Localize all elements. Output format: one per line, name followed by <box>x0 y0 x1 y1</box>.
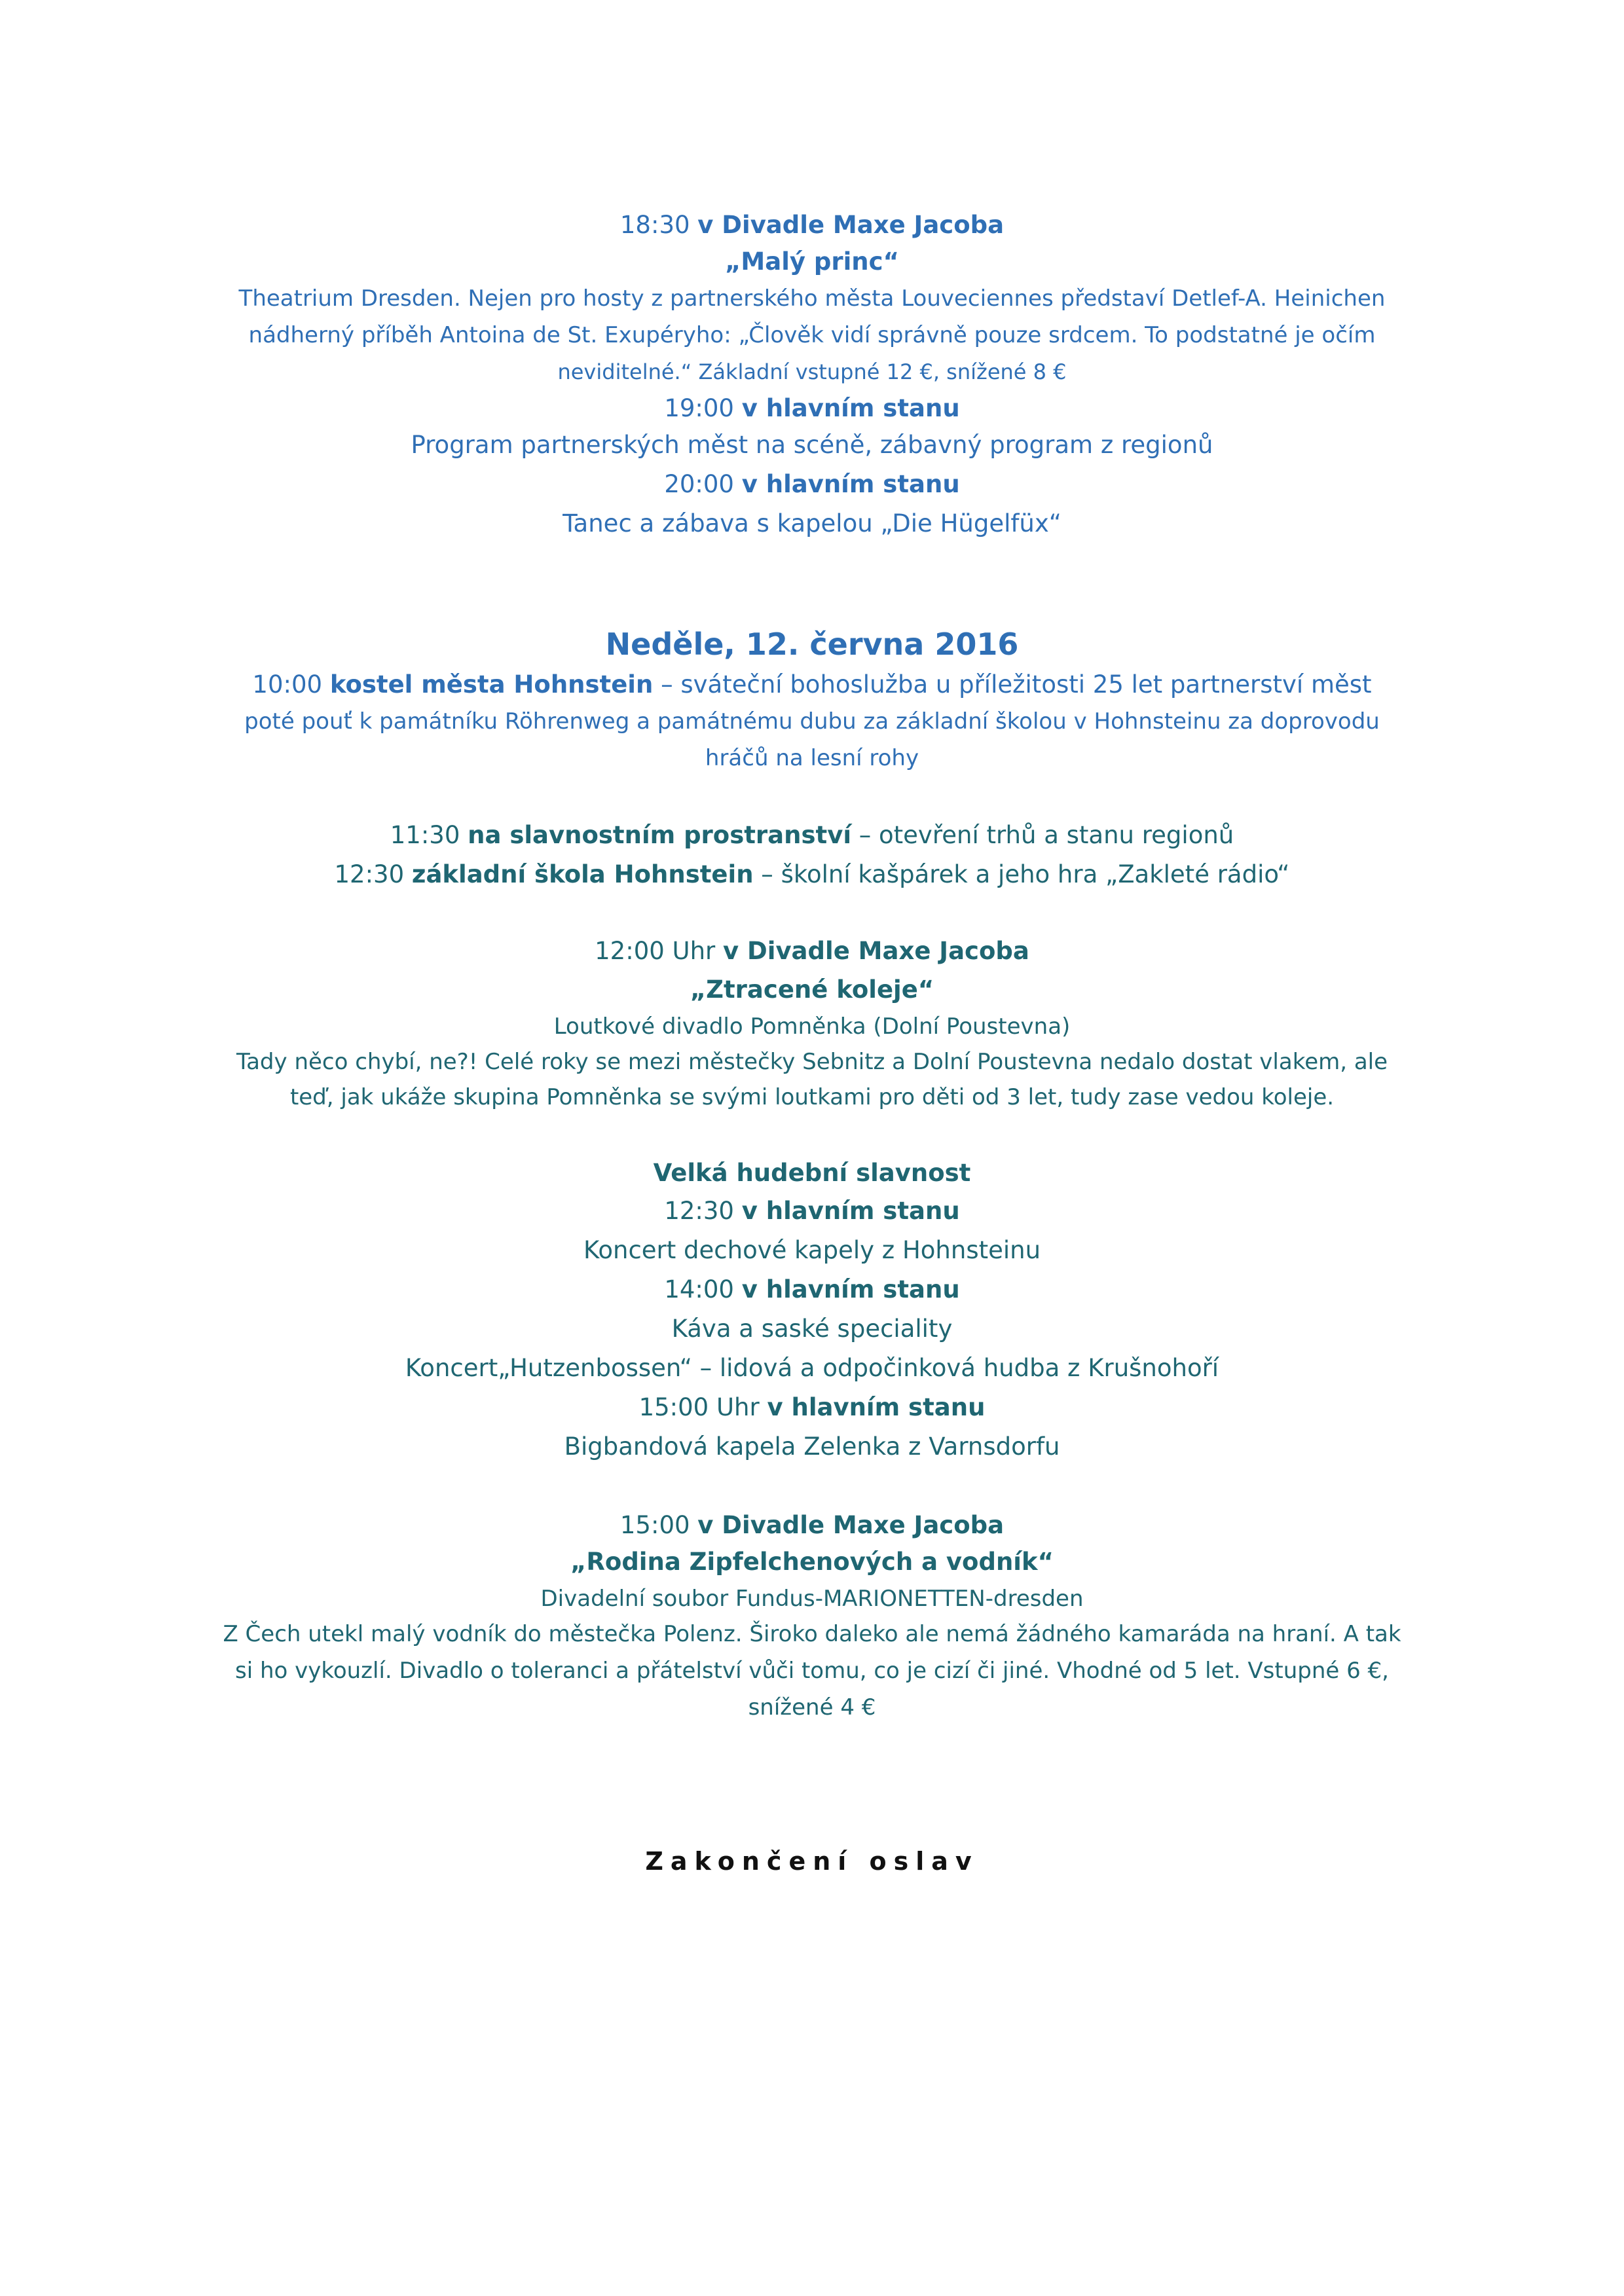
event-time-venue: 14:00 v hlavním stanu <box>664 1275 960 1303</box>
event-description: snížené 4 € <box>748 1694 876 1721</box>
event-description: neviditelné.“ Základní vstupné 12 €, snížené 8 € <box>557 359 1067 384</box>
event-line: 12:30 základní škola Hohnstein – školní kašpárek a jeho hra „Zakleté rádio“ <box>334 860 1290 888</box>
event-time-venue: 12:00 Uhr v Divadle Maxe Jacoba <box>595 937 1029 965</box>
event-description: Tanec a zábava s kapelou „Die Hügelfüx“ <box>563 509 1061 538</box>
event-description: hráčů na lesní rohy <box>705 745 919 771</box>
event-description: Theatrium Dresden. Nejen pro hosty z partnerského města Louveciennes představí Detlef-A. Heinichen <box>238 285 1386 312</box>
event-time-venue: 15:00 v Divadle Maxe Jacoba <box>619 1511 1005 1539</box>
event-description: si ho vykouzlí. Divadlo o toleranci a přátelství vůči tomu, co je cizí či jiné. Vhodné od 5 let. Vstupné 6 €, <box>234 1658 1389 1684</box>
event-time-venue: 18:30 v Divadle Maxe Jacoba <box>619 211 1005 239</box>
event-title: „Ztracené koleje“ <box>690 975 934 1004</box>
event-subtitle: Loutkové divadlo Pomněnka (Dolní Poustevna) <box>553 1013 1071 1040</box>
section-heading: Velká hudební slavnost <box>653 1159 971 1187</box>
event-description: Program partnerských měst na scéně, zábavný program z regionů <box>411 431 1213 459</box>
event-line: 10:00 kostel města Hohnstein – sváteční bohoslužba u příležitosti 25 let partnerství měst <box>252 670 1372 699</box>
event-time-venue: 19:00 v hlavním stanu <box>664 394 960 422</box>
event-description: nádherný příběh Antoina de St. Exupéryho: „Člověk vidí správně pouze srdcem. To podstatné je očím <box>248 322 1376 348</box>
event-time-venue: 12:30 v hlavním stanu <box>664 1197 960 1225</box>
event-description: Bigbandová kapela Zelenka z Varnsdorfu <box>564 1432 1060 1461</box>
event-description: teď, jak ukáže skupina Pomněnka se svými loutkami pro děti od 3 let, tudy zase vedou koleje. <box>289 1084 1335 1110</box>
event-title: „Rodina Zipfelchenových a vodník“ <box>570 1548 1054 1576</box>
event-time-venue: 20:00 v hlavním stanu <box>664 470 960 498</box>
event-description: Káva a saské speciality <box>671 1315 953 1343</box>
event-description: Tady něco chybí, ne?! Celé roky se mezi městečky Sebnitz a Dolní Poustevna nedalo dostat vlakem, ale <box>236 1049 1388 1075</box>
day-heading: Neděle, 12. června 2016 <box>605 627 1019 662</box>
event-title: „Malý princ“ <box>725 247 899 276</box>
event-time-venue: 15:00 Uhr v hlavním stanu <box>638 1393 986 1421</box>
closing-heading: Zakončení oslav <box>645 1847 979 1876</box>
event-description: poté pouť k památníku Röhrenweg a památnému dubu za základní školou v Hohnsteinu za doprovodu <box>244 708 1380 735</box>
event-description: Z Čech utekl malý vodník do městečka Polenz. Široko daleko ale nemá žádného kamaráda na hraní. A tak <box>223 1621 1401 1647</box>
event-subtitle: Divadelní soubor Fundus-MARIONETTEN-dresden <box>540 1586 1084 1612</box>
event-description: Koncert dechové kapely z Hohnsteinu <box>583 1236 1041 1264</box>
event-description: Koncert„Hutzenbossen“ – lidová a odpočinková hudba z Krušnohoří <box>405 1354 1219 1382</box>
event-line: 11:30 na slavnostním prostranství – otevření trhů a stanu regionů <box>390 821 1234 849</box>
